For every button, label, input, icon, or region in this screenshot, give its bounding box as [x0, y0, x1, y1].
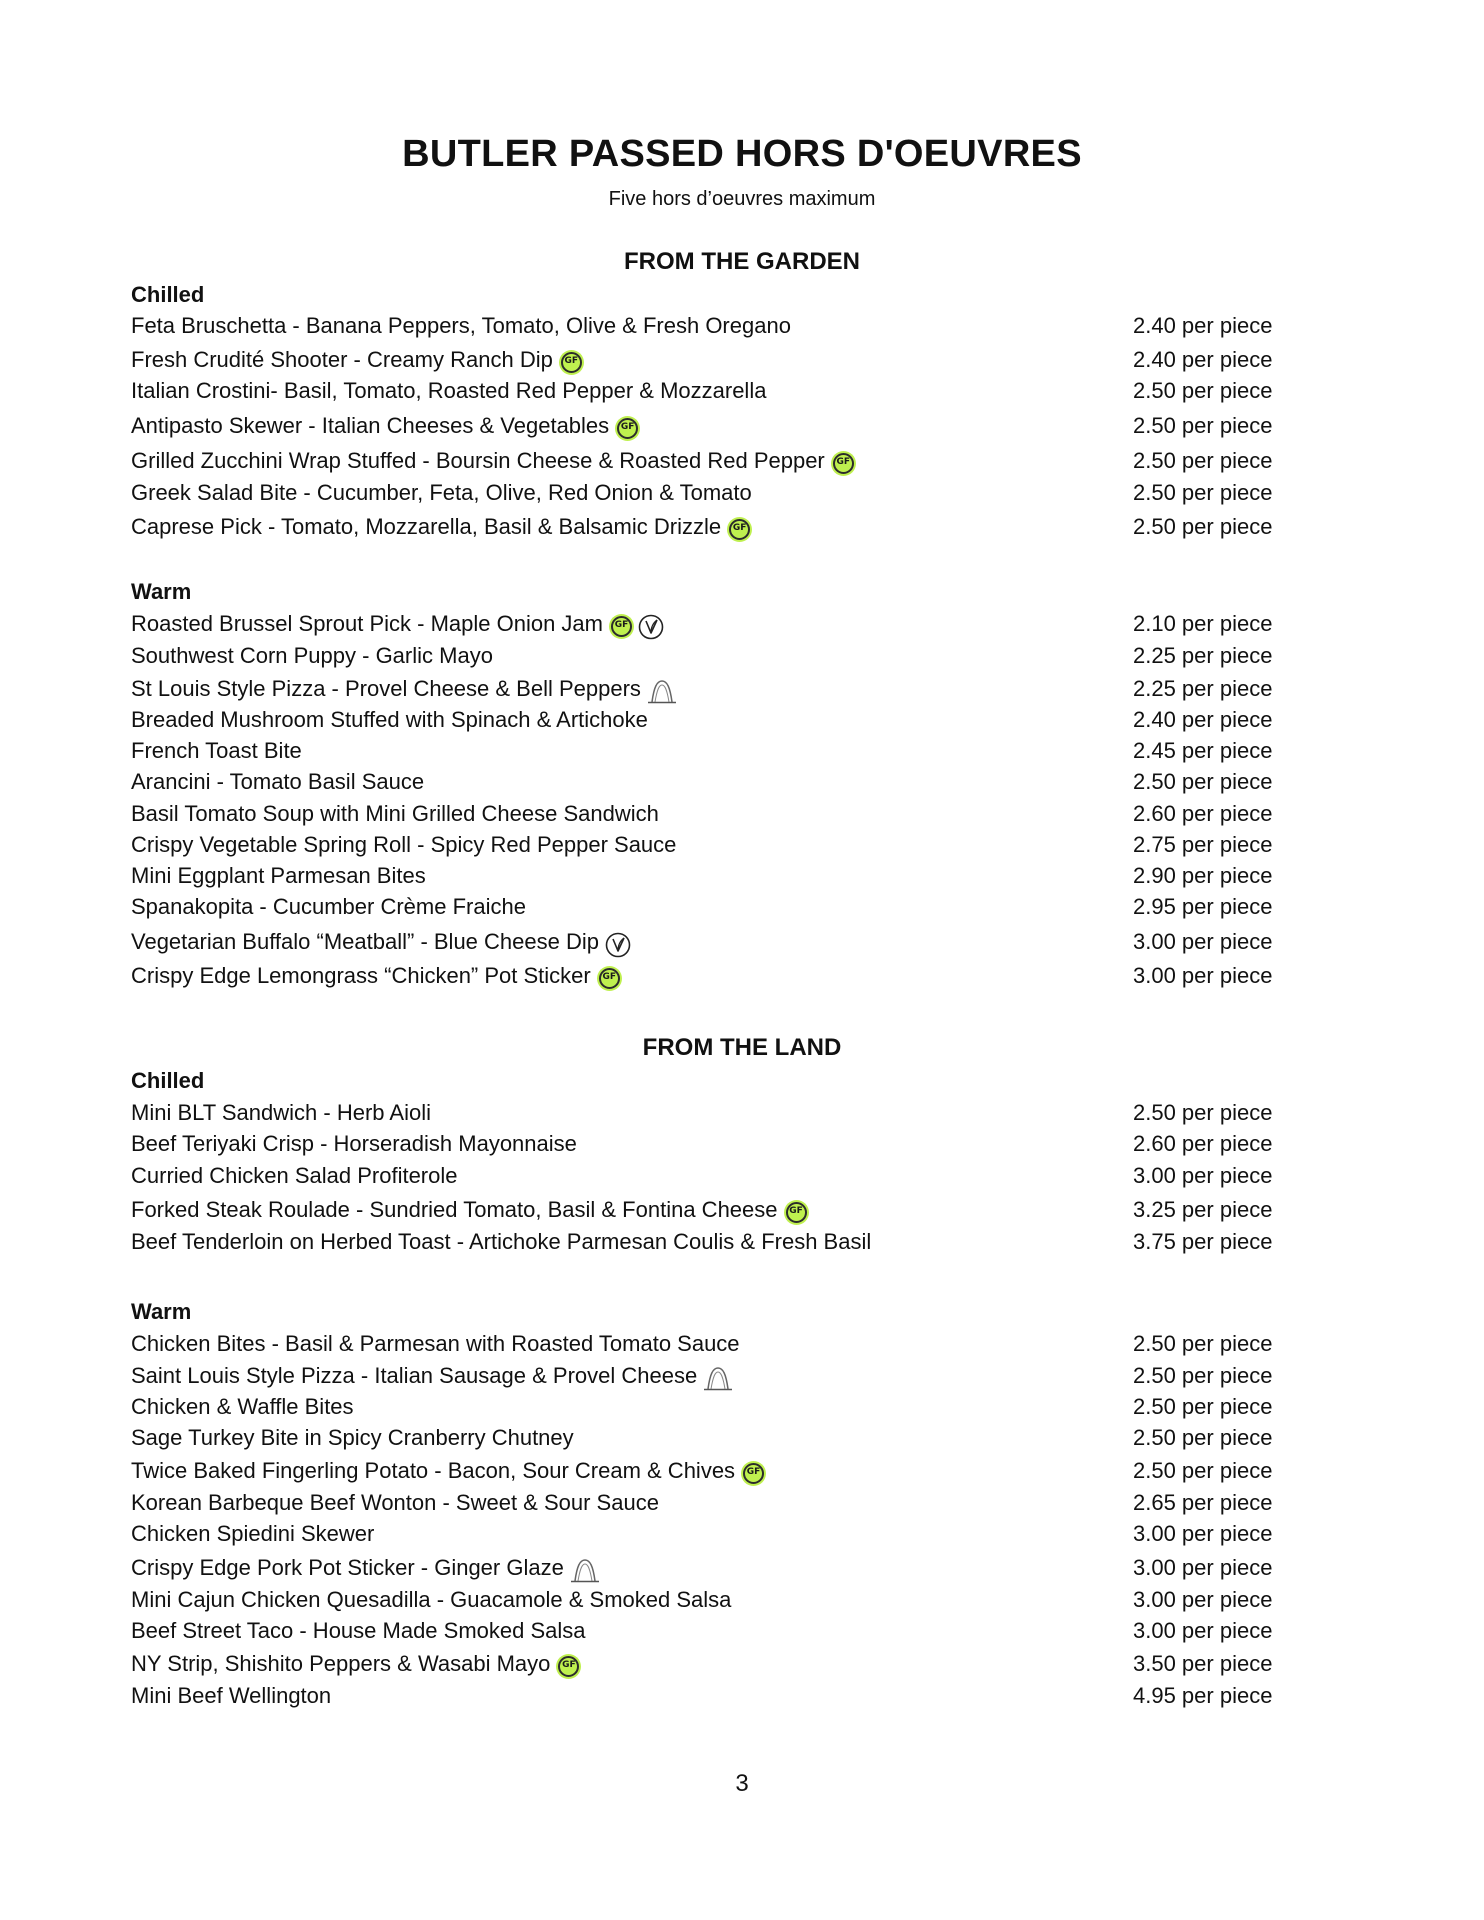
menu-item [131, 894, 1281, 924]
menu-item [131, 1490, 1281, 1520]
menu-item-name: Mini Beef Wellington [131, 1683, 332, 1708]
menu-item-price: 2.40 per piece [1133, 707, 1273, 732]
menu-item-name: Forked Steak Roulade - Sundried Tomato, Basil & Fontina Cheese GF [131, 1197, 813, 1226]
menu-item [131, 963, 1281, 993]
menu-item-name: Antipasto Skewer - Italian Cheeses & Vegetables GF [131, 413, 644, 442]
menu-item-name: Spanakopita - Cucumber Crème Fraiche [131, 894, 526, 919]
menu-item [131, 738, 1281, 768]
menu-item-name: Chicken Spiedini Skewer [131, 1521, 375, 1546]
menu-item-price: 2.25 per piece [1133, 676, 1273, 701]
menu-item-price: 2.50 per piece [1133, 1331, 1273, 1356]
menu-item [131, 1394, 1281, 1424]
gluten-free-label: GF [562, 1660, 576, 1670]
vegan-leaf-icon [638, 614, 664, 640]
gluten-free-icon [727, 517, 752, 542]
menu-item [131, 514, 1281, 544]
menu-item-price: 3.25 per piece [1133, 1197, 1273, 1222]
menu-item-price: 3.00 per piece [1133, 1618, 1273, 1643]
menu-item-name: Grilled Zucchini Wrap Stuffed - Boursin Cheese & Roasted Red Pepper GF [131, 448, 860, 477]
dietary-icons [703, 1366, 737, 1392]
dietary-icons [647, 679, 681, 705]
menu-item-price: 2.50 per piece [1133, 1100, 1273, 1125]
gluten-free-label: GF [746, 1467, 761, 1477]
dietary-icons [741, 1461, 770, 1487]
menu-item-name: Twice Baked Fingerling Potato - Bacon, Sour Cream & Chives GF [131, 1458, 770, 1487]
menu-item [131, 378, 1281, 408]
menu-item-price: 3.00 per piece [1133, 1163, 1273, 1188]
menu-item [131, 1618, 1281, 1648]
menu-item-name: Basil Tomato Soup with Mini Grilled Cheese Sandwich [131, 801, 659, 826]
dietary-icons [784, 1200, 813, 1226]
menu-item [131, 929, 1281, 959]
menu-item-price: 2.50 per piece [1133, 514, 1273, 539]
page-number: 3 [735, 1770, 749, 1797]
menu-item [131, 1100, 1281, 1130]
dietary-icons [570, 1558, 604, 1584]
menu-item-name: Fresh Crudité Shooter - Creamy Ranch Dip GF [131, 347, 588, 376]
subheading-garden-chilled: Chilled [131, 282, 205, 307]
menu-item-price: 2.50 per piece [1133, 1363, 1273, 1388]
menu-item-price: 2.65 per piece [1133, 1490, 1273, 1515]
menu-item-price: 2.50 per piece [1133, 448, 1273, 473]
gluten-free-label: GF [836, 457, 851, 467]
dietary-icons [609, 614, 668, 640]
menu-item-name: Saint Louis Style Pizza - Italian Sausage & Provel Cheese [131, 1363, 737, 1392]
menu-item [131, 643, 1281, 673]
menu-item-name: French Toast Bite [131, 738, 302, 763]
menu-item-price: 2.50 per piece [1133, 480, 1273, 505]
gateway-arch-icon [703, 1366, 733, 1392]
gluten-free-label: GF [564, 356, 579, 366]
menu-item-price: 2.40 per piece [1133, 313, 1273, 338]
gluten-free-label: GF [732, 523, 747, 533]
menu-item-price: 3.75 per piece [1133, 1229, 1273, 1254]
gluten-free-label: GF [602, 972, 616, 982]
menu-item-price: 4.95 per piece [1133, 1683, 1273, 1708]
menu-item-name: Mini BLT Sandwich - Herb Aioli [131, 1100, 431, 1125]
subheading-land-warm: Warm [131, 1299, 192, 1324]
dietary-icons [556, 1654, 585, 1680]
dietary-icons [727, 517, 756, 543]
subheading-land-chilled: Chilled [131, 1068, 205, 1093]
menu-item-price: 2.75 per piece [1133, 832, 1273, 857]
menu-item [131, 1363, 1281, 1393]
menu-item-price: 2.90 per piece [1133, 863, 1273, 888]
subheading-garden-warm: Warm [131, 579, 192, 604]
menu-item [131, 313, 1281, 343]
page-subtitle: Five hors d’oeuvres maximum [608, 188, 876, 210]
dietary-icons [615, 416, 644, 442]
menu-item [131, 1555, 1281, 1585]
menu-item [131, 347, 1281, 377]
menu-item-name: NY Strip, Shishito Peppers & Wasabi Mayo GF [131, 1651, 585, 1680]
dietary-icons [605, 932, 635, 958]
gluten-free-icon [609, 614, 634, 639]
section-heading-land: FROM THE LAND [642, 1034, 842, 1061]
menu-item [131, 1683, 1281, 1713]
menu-item-price: 2.25 per piece [1133, 643, 1273, 668]
menu-item-name: Italian Crostini- Basil, Tomato, Roasted Red Pepper & Mozzarella [131, 378, 767, 403]
menu-item-price: 3.00 per piece [1133, 1587, 1273, 1612]
menu-item [131, 1587, 1281, 1617]
menu-item [131, 413, 1281, 443]
menu-item [131, 832, 1281, 862]
dietary-icons [831, 451, 860, 477]
menu-item-price: 2.10 per piece [1133, 611, 1273, 636]
menu-item-price: 2.50 per piece [1133, 378, 1273, 403]
menu-item-price: 2.50 per piece [1133, 1394, 1273, 1419]
menu-item-name: Mini Eggplant Parmesan Bites [131, 863, 426, 888]
menu-item [131, 1331, 1281, 1361]
gluten-free-label: GF [789, 1206, 803, 1216]
menu-item [131, 611, 1281, 641]
menu-item [131, 676, 1281, 706]
menu-item-price: 3.00 per piece [1133, 929, 1273, 954]
menu-item [131, 448, 1281, 478]
vegan-leaf-icon [605, 932, 631, 958]
menu-item-name: Arancini - Tomato Basil Sauce [131, 769, 425, 794]
menu-item-price: 2.60 per piece [1133, 1131, 1273, 1156]
menu-item-name: Greek Salad Bite - Cucumber, Feta, Olive, Red Onion & Tomato [131, 480, 752, 505]
menu-item-price: 2.50 per piece [1133, 1458, 1273, 1483]
gluten-free-label: GF [614, 620, 629, 630]
gluten-free-label: GF [620, 422, 635, 432]
page-title: BUTLER PASSED HORS D'OEUVRES [402, 133, 1082, 175]
menu-item-name: Beef Tenderloin on Herbed Toast - Artichoke Parmesan Coulis & Fresh Basil [131, 1229, 872, 1254]
section-heading-garden: FROM THE GARDEN [624, 248, 860, 275]
menu-item-name: Crispy Vegetable Spring Roll - Spicy Red Pepper Sauce [131, 832, 677, 857]
menu-item-name: Mini Cajun Chicken Quesadilla - Guacamole & Smoked Salsa [131, 1587, 732, 1612]
menu-item-price: 2.40 per piece [1133, 347, 1273, 372]
gluten-free-icon [556, 1654, 581, 1679]
menu-item-price: 3.00 per piece [1133, 963, 1273, 988]
menu-item [131, 1425, 1281, 1455]
menu-item-name: Curried Chicken Salad Profiterole [131, 1163, 458, 1188]
menu-item [131, 1163, 1281, 1193]
menu-item-price: 2.50 per piece [1133, 769, 1273, 794]
menu-item-price: 2.45 per piece [1133, 738, 1273, 763]
menu-item-name: Sage Turkey Bite in Spicy Cranberry Chutney [131, 1425, 574, 1450]
menu-item-name: Beef Teriyaki Crisp - Horseradish Mayonnaise [131, 1131, 577, 1156]
menu-item-name: Feta Bruschetta - Banana Peppers, Tomato, Olive & Fresh Oregano [131, 313, 791, 338]
menu-item-name: Chicken & Waffle Bites [131, 1394, 354, 1419]
menu-item-price: 3.00 per piece [1133, 1521, 1273, 1546]
menu-item-name: Chicken Bites - Basil & Parmesan with Roasted Tomato Sauce [131, 1331, 740, 1356]
menu-item-name: Caprese Pick - Tomato, Mozzarella, Basil & Balsamic Drizzle GF [131, 514, 756, 543]
menu-item-name: Crispy Edge Lemongrass “Chicken” Pot Sticker GF [131, 963, 626, 992]
gluten-free-icon [831, 451, 856, 476]
menu-item [131, 1197, 1281, 1227]
gluten-free-icon [784, 1200, 809, 1225]
menu-item [131, 1131, 1281, 1161]
menu-item-name: St Louis Style Pizza - Provel Cheese & Bell Peppers [131, 676, 681, 705]
menu-item-price: 3.50 per piece [1133, 1651, 1273, 1676]
menu-item-price: 2.60 per piece [1133, 801, 1273, 826]
menu-item-name: Southwest Corn Puppy - Garlic Mayo [131, 643, 493, 668]
menu-item-name: Roasted Brussel Sprout Pick - Maple Onion Jam GF [131, 611, 668, 640]
menu-item-price: 2.50 per piece [1133, 413, 1273, 438]
gluten-free-icon [741, 1461, 766, 1486]
menu-item [131, 769, 1281, 799]
menu-item [131, 1458, 1281, 1488]
menu-item [131, 801, 1281, 831]
menu-item-price: 3.00 per piece [1133, 1555, 1273, 1580]
gateway-arch-icon [647, 679, 677, 705]
menu-item-name: Beef Street Taco - House Made Smoked Salsa [131, 1618, 586, 1643]
menu-item [131, 1229, 1281, 1259]
menu-item-name: Vegetarian Buffalo “Meatball” - Blue Cheese Dip [131, 929, 635, 958]
menu-item [131, 863, 1281, 893]
menu-item [131, 707, 1281, 737]
dietary-icons [559, 350, 588, 376]
menu-item-name: Korean Barbeque Beef Wonton - Sweet & Sour Sauce [131, 1490, 659, 1515]
gluten-free-icon [597, 966, 622, 991]
menu-item [131, 480, 1281, 510]
gluten-free-icon [559, 350, 584, 375]
menu-item [131, 1521, 1281, 1551]
menu-item-name: Breaded Mushroom Stuffed with Spinach & Artichoke [131, 707, 648, 732]
menu-item-price: 2.95 per piece [1133, 894, 1273, 919]
gateway-arch-icon [570, 1558, 600, 1584]
menu-item-name: Crispy Edge Pork Pot Sticker - Ginger Glaze [131, 1555, 604, 1584]
menu-item [131, 1651, 1281, 1681]
dietary-icons [597, 966, 626, 992]
gluten-free-icon [615, 416, 640, 441]
menu-item-price: 2.50 per piece [1133, 1425, 1273, 1450]
